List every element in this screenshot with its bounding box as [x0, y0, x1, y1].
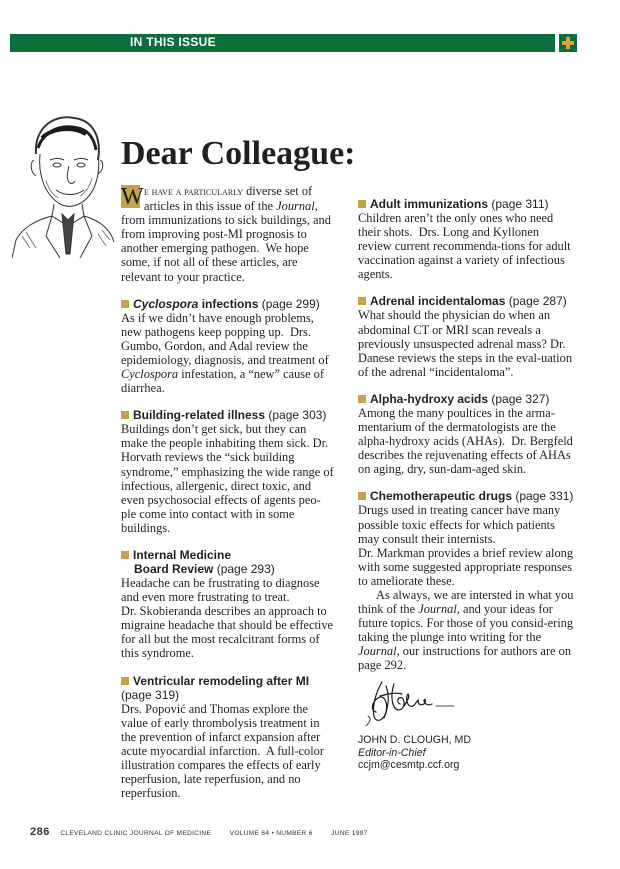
article-title: Adult immunizations	[370, 197, 488, 211]
signature-block	[358, 734, 471, 772]
article-page-ref: (page 311)	[491, 197, 549, 211]
article-summary	[121, 297, 334, 396]
article-heading	[358, 294, 575, 308]
article-page-ref: (page 299)	[261, 296, 320, 311]
intro-text: diverse set of articles in this issue of the Journal, from immunizations to sick buildings, and from improving post-MI prognosis to another emerging pathogen. We hope some, if not all of these articles, are relevant to your practice.	[121, 184, 331, 284]
square-bullet-icon	[121, 300, 129, 308]
footer-date: JUNE 1997	[331, 830, 368, 837]
page-number: 286	[30, 826, 50, 838]
article-heading	[358, 392, 575, 406]
left-column	[121, 184, 334, 800]
article-page-ref: (page 293)	[216, 561, 275, 576]
square-bullet-icon	[358, 297, 366, 305]
editor-role: Editor-in-Chief	[358, 746, 426, 759]
page-title: Dear Colleague:	[121, 135, 356, 172]
square-bullet-icon	[358, 492, 366, 500]
right-column	[358, 184, 575, 673]
article-summary	[358, 294, 575, 378]
closing-paragraph: As always, we are intersted in what you think of the Journal, and your ideas for future topics. For those of you consid-ering taking the plunge into writing for the Journal, our instructions for authors are on page 292.	[358, 587, 574, 673]
editor-email: ccjm@cesmtp.ccf.org	[358, 759, 460, 772]
article-page-ref: (page 287)	[508, 294, 567, 309]
article-heading	[358, 489, 575, 503]
footer-volume: VOLUME 64 • NUMBER 6	[229, 830, 313, 837]
article-title: Building-related illness	[133, 408, 266, 423]
editor-name: JOHN D. CLOUGH, MD	[358, 734, 472, 746]
article-heading	[121, 408, 334, 422]
article-summary	[358, 197, 575, 281]
article-title: Internal Medicine	[133, 547, 232, 562]
article-title: Chemotherapeutic drugs	[370, 489, 513, 504]
article-description: As if we didn’t have enough problems, new pathogens keep popping up. Drs. Gumbo, Gordon, and Adal review the epidemiology, diagnosis, and treatment of Cyclospora infestation, a “new” cause of diarrhea.	[121, 310, 329, 396]
article-description: What should the physician do when an abdominal CT or MRI scan reveals a previously unsuspected adrenal mass? Dr. Danese reviews the steps in the eval-uation of the adrenal “incidentaloma”.	[358, 308, 573, 379]
article-page-ref: (page 303)	[268, 408, 327, 423]
article-description: Children aren’t the only ones who need their shots. Drs. Long and Kyllonen review current recommenda-tions for adult vaccination against a variety of infectious agents.	[358, 211, 571, 282]
right-sections	[358, 197, 575, 588]
page-footer	[30, 822, 368, 840]
article-summary	[121, 548, 334, 661]
editor-portrait-illustration	[12, 108, 115, 258]
article-summary	[358, 392, 575, 476]
drop-cap: W	[121, 184, 144, 210]
article-summary	[358, 489, 575, 588]
footer-journal: CLEVELAND CLINIC JOURNAL OF MEDICINE	[60, 830, 212, 837]
square-bullet-icon	[121, 677, 129, 685]
article-summary	[121, 674, 334, 801]
article-title: Cyclospora infections	[133, 296, 259, 311]
article-page-ref: (page 331)	[515, 489, 574, 504]
article-heading	[121, 297, 334, 311]
square-bullet-icon	[121, 551, 129, 559]
article-description: Drs. Popović and Thomas explore the value of early thrombolysis treatment in the prevention of infarct expansion after acute myocardial infarction. A full-color illustration compares the effects of early reperfusion, late reperfusion, and no reperfusion.	[121, 701, 324, 801]
article-title: Ventricular remodeling after MI	[133, 673, 310, 688]
intro-paragraph	[121, 184, 334, 284]
left-sections	[121, 297, 334, 801]
square-bullet-icon	[358, 395, 366, 403]
plus-square-icon	[559, 34, 577, 52]
article-description: Among the many poultices in the arma-mentarium of the dermatologists are the alpha-hydroxy acids (AHAs). Dr. Bergfeld describes the rejuvenating effects of AHAs on aging, dry, sun-dam-aged skin.	[358, 405, 573, 477]
article-description: Buildings don’t get sick, but they can make the people inhabiting them sick. Dr. Horvath reviews the “sick building syndrome,” emphasizing the wide range of infectious, allergenic, direct toxic, and even psychosocial effects of agents peo-ple come into contact with in some buildings.	[121, 422, 334, 535]
intro-smallcaps: e have a particularly	[144, 186, 243, 198]
article-title: Adrenal incidentalomas	[370, 294, 506, 309]
article-title: Alpha-hydroxy acids	[370, 391, 489, 406]
article-description: Drugs used in treating cancer have many possible toxic effects for which patients may consult their internists. Dr. Markman provides a brief review along with some suggested appropriate responses to ameliorate these.	[358, 503, 574, 588]
article-title-line2	[121, 562, 334, 576]
article-page-ref: (page 327)	[491, 391, 550, 406]
banner-label: IN THIS ISSUE	[130, 35, 216, 49]
square-bullet-icon	[358, 200, 366, 208]
article-heading	[358, 197, 575, 211]
article-summary	[121, 408, 334, 535]
article-description: Headache can be frustrating to diagnose and even more frustrating to treat. Dr. Skobieranda describes an approach to migraine headache that should be effective for all but the most recalcitrant forms of this syndrome.	[121, 575, 334, 661]
article-page-ref: (page 319)	[121, 687, 180, 702]
article-title-continued: Board Review	[134, 561, 214, 576]
square-bullet-icon	[121, 411, 129, 419]
editor-signature	[356, 676, 456, 730]
article-heading	[121, 674, 334, 702]
section-banner	[10, 34, 555, 52]
article-heading	[121, 548, 334, 576]
